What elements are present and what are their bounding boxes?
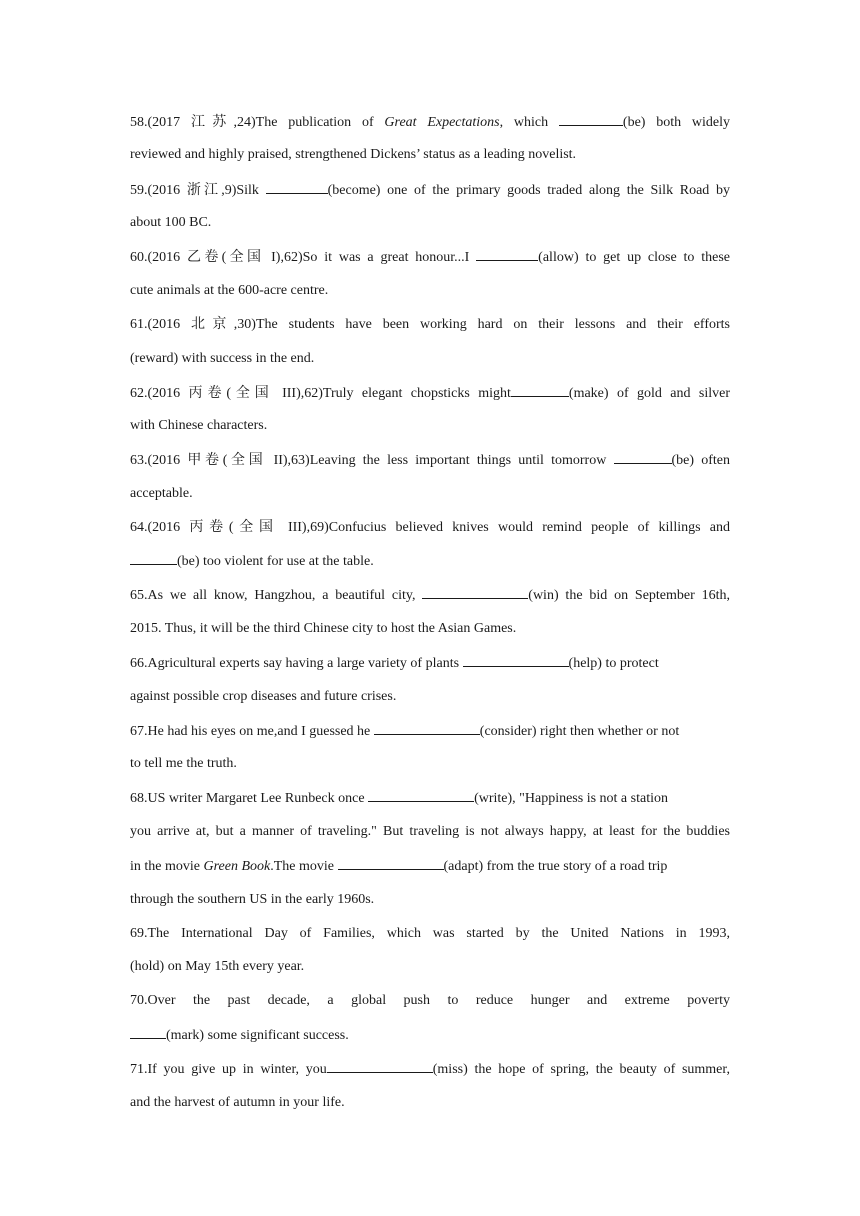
question-66-line-2: against possible crop diseases and future crises. [130, 689, 397, 704]
answer-blank-65[interactable] [422, 585, 528, 599]
question-62-line-2: with Chinese characters. [130, 418, 268, 433]
answer-blank-71[interactable] [327, 1059, 433, 1073]
question-65-line-2: 2015. Thus, it will be the third Chinese city to host the Asian Games. [130, 621, 517, 636]
answer-blank-62[interactable] [511, 383, 569, 397]
question-69-line-2: (hold) on May 15th every year. [130, 959, 305, 974]
question-59-line-1: 59.(2016 浙江,9)Silk (become) one of the primary goods traded along the Silk Road by [130, 180, 730, 200]
answer-blank-58[interactable] [559, 112, 623, 126]
question-71-line-2: and the harvest of autumn in your life. [130, 1095, 345, 1110]
question-68-line-1: 68.US writer Margaret Lee Runbeck once (write), "Happiness is not a station [130, 788, 730, 808]
question-63-line-1: 63.(2016 甲卷(全国 II),63)Leaving the less important things until tomorrow (be) often [130, 450, 730, 470]
question-62-line-1: 62.(2016 丙卷(全国 III),62)Truly elegant chopsticks might (make) of gold and silver [130, 383, 730, 403]
movie-title: Green Book [203, 859, 271, 874]
question-69-line-1: 69.The International Day of Families, which was started by the United Nations in 1993, [130, 926, 730, 941]
book-title: Great Expectations [384, 115, 500, 130]
answer-blank-63[interactable] [614, 450, 672, 464]
answer-blank-70[interactable] [130, 1025, 166, 1039]
answer-blank-68b[interactable] [338, 856, 444, 870]
question-61-line-2: (reward) with success in the end. [130, 351, 315, 366]
question-60-line-1: 60.(2016 乙卷(全国 I),62)So it was a great honour...I (allow) to get up close to these [130, 247, 730, 267]
answer-blank-67[interactable] [374, 721, 480, 735]
question-58-line-2: reviewed and highly praised, strengthened Dickens’ status as a leading novelist. [130, 147, 577, 162]
answer-blank-59[interactable] [266, 180, 328, 194]
question-58-line-1: 58.(2017 江苏,24)The publication of Great Expectations, which (be) both widely [130, 112, 730, 132]
question-64-line-1: 64.(2016 丙卷(全国 III),69)Confucius believed knives would remind people of killings and [130, 520, 730, 535]
answer-blank-60[interactable] [476, 247, 538, 261]
answer-blank-64[interactable] [130, 551, 177, 565]
question-65-line-1: 65.As we all know, Hangzhou, a beautiful city, (win) the bid on September 16th, [130, 585, 730, 605]
answer-blank-66[interactable] [463, 653, 569, 667]
question-68-line-2: you arrive at, but a manner of traveling." But traveling is not always happy, at least for the buddies [130, 824, 730, 839]
question-67-line-2: to tell me the truth. [130, 756, 237, 771]
question-61-line-1: 61.(2016 北京,30)The students have been working hard on their lessons and their efforts [130, 317, 731, 332]
answer-blank-68a[interactable] [368, 788, 474, 802]
question-70-line-1: 70.Over the past decade, a global push to reduce hunger and extreme poverty [130, 993, 730, 1008]
question-59-line-2: about 100 BC. [130, 215, 212, 230]
question-60-line-2: cute animals at the 600-acre centre. [130, 283, 329, 298]
question-67-line-1: 67.He had his eyes on me,and I guessed he (consider) right then whether or not [130, 721, 730, 741]
question-68-line-4: through the southern US in the early 1960s. [130, 892, 375, 907]
question-64-line-2: (be) too violent for use at the table. [130, 551, 730, 571]
question-66-line-1: 66.Agricultural experts say having a large variety of plants (help) to protect [130, 653, 730, 673]
question-63-line-2: acceptable. [130, 486, 193, 501]
question-71-line-1: 71.If you give up in winter, you (miss) the hope of spring, the beauty of summer, [130, 1059, 730, 1079]
question-70-line-2: (mark) some significant success. [130, 1025, 730, 1045]
question-68-line-3: in the movie Green Book.The movie (adapt) from the true story of a road trip [130, 856, 730, 876]
